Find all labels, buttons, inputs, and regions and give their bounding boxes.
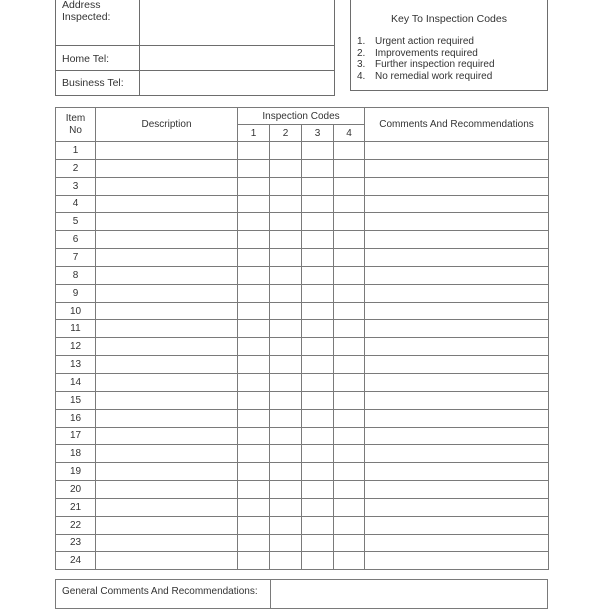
comments-cell[interactable] [365,142,549,160]
code-1-cell[interactable] [238,177,270,195]
code-4-cell[interactable] [334,159,365,177]
code-2-cell[interactable] [270,409,302,427]
code-1-cell[interactable] [238,481,270,499]
code-1-cell[interactable] [238,213,270,231]
code-1-cell[interactable] [238,159,270,177]
comments-cell[interactable] [365,284,549,302]
comments-cell[interactable] [365,356,549,374]
code-3-cell[interactable] [302,249,334,267]
table-row [56,534,549,552]
code-4-cell[interactable] [334,391,365,409]
code-1-cell[interactable] [238,338,270,356]
table-row [56,249,549,267]
description-cell[interactable] [96,356,238,374]
general-comments-label: General Comments And Recommendations: [62,586,258,597]
table-row [56,195,549,213]
item-no-header: Item No [56,108,96,142]
code-1-cell[interactable] [238,142,270,160]
description-cell[interactable] [96,481,238,499]
code-1-cell[interactable] [238,409,270,427]
item-number-cell: 12 [56,338,96,356]
table-row [56,320,549,338]
key-title: Key To Inspection Codes [391,13,507,25]
description-cell[interactable] [96,373,238,391]
item-number-cell: 2 [56,159,96,177]
description-cell[interactable] [96,142,238,160]
address-table [55,0,335,96]
code-3-cell[interactable] [302,142,334,160]
description-header: Description [96,108,238,142]
code-3-cell[interactable] [302,552,334,570]
comments-header: Comments And Recommendations [365,108,549,142]
code-2-cell[interactable] [270,302,302,320]
item-number-cell: 16 [56,409,96,427]
table-row [56,552,549,570]
table-row [56,231,549,249]
code-3-cell[interactable] [302,481,334,499]
address-label-line1: Address [62,0,101,11]
code-2-cell[interactable] [270,195,302,213]
code-3-cell[interactable] [302,320,334,338]
code-1-cell[interactable] [238,463,270,481]
item-number-cell: 7 [56,249,96,267]
code-1-cell[interactable] [238,391,270,409]
code-3-cell[interactable] [302,177,334,195]
table-row [56,391,549,409]
code-2-cell[interactable] [270,498,302,516]
comments-cell[interactable] [365,266,549,284]
code-1-cell[interactable] [238,445,270,463]
item-number-cell: 5 [56,213,96,231]
code-2-cell[interactable] [270,463,302,481]
item-number-cell: 23 [56,534,96,552]
home-tel-label: Home Tel: [62,53,110,65]
code-1-cell[interactable] [238,195,270,213]
code-2-cell[interactable] [270,391,302,409]
comments-cell[interactable] [365,534,549,552]
description-cell[interactable] [96,498,238,516]
item-number-cell: 1 [56,142,96,160]
code-4-cell[interactable] [334,552,365,570]
description-cell[interactable] [96,516,238,534]
comments-cell[interactable] [365,552,549,570]
code-2-cell[interactable] [270,534,302,552]
table-row [56,445,549,463]
address-row-divider [56,45,334,46]
code-2-cell[interactable] [270,159,302,177]
comments-cell[interactable] [365,213,549,231]
address-table-divider [139,0,140,95]
code-4-cell[interactable] [334,231,365,249]
inspection-table [55,107,549,570]
code-2-cell[interactable] [270,266,302,284]
code-2-cell[interactable] [270,373,302,391]
code-1-cell[interactable] [238,427,270,445]
table-row [56,266,549,284]
comments-cell[interactable] [365,302,549,320]
code-4-cell[interactable] [334,213,365,231]
item-number-cell: 14 [56,373,96,391]
description-cell[interactable] [96,463,238,481]
item-number-cell: 13 [56,356,96,374]
code-1-cell[interactable] [238,373,270,391]
code-2-cell[interactable] [270,231,302,249]
code-3-cell[interactable] [302,284,334,302]
comments-cell[interactable] [365,481,549,499]
description-cell[interactable] [96,534,238,552]
code-3-cell[interactable] [302,409,334,427]
code-3-cell[interactable] [302,498,334,516]
item-number-cell: 15 [56,391,96,409]
code-2-cell[interactable] [270,213,302,231]
code-3-cell[interactable] [302,427,334,445]
code-3-cell[interactable] [302,463,334,481]
item-number-cell: 18 [56,445,96,463]
code-1-cell[interactable] [238,284,270,302]
item-number-cell: 3 [56,177,96,195]
code-2-cell[interactable] [270,356,302,374]
code-2-cell[interactable] [270,481,302,499]
table-row [56,409,549,427]
code-4-cell[interactable] [334,284,365,302]
code-3-cell[interactable] [302,534,334,552]
table-row [56,373,549,391]
item-number-cell: 8 [56,266,96,284]
code-1-cell[interactable] [238,266,270,284]
general-comments-box [55,579,548,609]
key-item: 2. Improvements required [357,47,478,59]
table-row [56,159,549,177]
code-3-cell[interactable] [302,159,334,177]
item-number-cell: 24 [56,552,96,570]
code-2-cell[interactable] [270,445,302,463]
comments-cell[interactable] [365,231,549,249]
key-item: 4. No remedial work required [357,70,493,82]
code-4-cell[interactable] [334,481,365,499]
description-cell[interactable] [96,445,238,463]
item-number-cell: 11 [56,320,96,338]
code-3-cell[interactable] [302,302,334,320]
description-cell[interactable] [96,159,238,177]
item-number-cell: 20 [56,481,96,499]
code-col-header: 2 [270,125,302,142]
item-number-cell: 22 [56,516,96,534]
table-row [56,516,549,534]
code-1-cell[interactable] [238,302,270,320]
description-cell[interactable] [96,284,238,302]
description-cell[interactable] [96,213,238,231]
table-row [56,338,549,356]
description-cell[interactable] [96,320,238,338]
comments-cell[interactable] [365,373,549,391]
table-row [56,213,549,231]
business-tel-label: Business Tel: [62,77,124,89]
code-4-cell[interactable] [334,534,365,552]
code-3-cell[interactable] [302,231,334,249]
code-col-header: 4 [334,125,365,142]
code-3-cell[interactable] [302,266,334,284]
general-comments-divider [270,580,271,608]
code-4-cell[interactable] [334,266,365,284]
code-4-cell[interactable] [334,302,365,320]
comments-cell[interactable] [365,516,549,534]
address-label-line2: Inspected: [62,11,111,23]
table-row [56,498,549,516]
comments-cell[interactable] [365,391,549,409]
code-4-cell[interactable] [334,338,365,356]
table-row [56,481,549,499]
code-1-cell[interactable] [238,552,270,570]
item-number-cell: 4 [56,195,96,213]
home-tel-row-divider [56,70,334,71]
code-3-cell[interactable] [302,516,334,534]
code-col-header: 1 [238,125,270,142]
comments-cell[interactable] [365,409,549,427]
description-cell[interactable] [96,249,238,267]
code-3-cell[interactable] [302,445,334,463]
key-list [357,36,495,82]
table-row [56,142,549,160]
comments-cell[interactable] [365,249,549,267]
comments-cell[interactable] [365,427,549,445]
code-1-cell[interactable] [238,231,270,249]
code-4-cell[interactable] [334,427,365,445]
code-4-cell[interactable] [334,409,365,427]
table-row [56,302,549,320]
item-number-cell: 19 [56,463,96,481]
comments-cell[interactable] [365,320,549,338]
code-3-cell[interactable] [302,391,334,409]
description-cell[interactable] [96,338,238,356]
key-item: 1. Urgent action required [357,36,474,47]
item-number-cell: 9 [56,284,96,302]
table-row [56,177,549,195]
code-4-cell[interactable] [334,195,365,213]
comments-cell[interactable] [365,498,549,516]
description-cell[interactable] [96,391,238,409]
code-4-cell[interactable] [334,356,365,374]
description-cell[interactable] [96,427,238,445]
comments-cell[interactable] [365,177,549,195]
code-2-cell[interactable] [270,320,302,338]
code-4-cell[interactable] [334,498,365,516]
address-label [62,0,110,23]
code-4-cell[interactable] [334,177,365,195]
code-2-cell[interactable] [270,249,302,267]
table-row [56,463,549,481]
inspection-table-body [56,142,549,570]
code-3-cell[interactable] [302,338,334,356]
code-1-cell[interactable] [238,320,270,338]
description-cell[interactable] [96,409,238,427]
code-2-cell[interactable] [270,284,302,302]
code-2-cell[interactable] [270,552,302,570]
item-number-cell: 10 [56,302,96,320]
description-cell[interactable] [96,302,238,320]
code-1-cell[interactable] [238,249,270,267]
code-3-cell[interactable] [302,213,334,231]
description-cell[interactable] [96,552,238,570]
code-1-cell[interactable] [238,534,270,552]
code-2-cell[interactable] [270,427,302,445]
table-row [56,427,549,445]
code-3-cell[interactable] [302,195,334,213]
code-2-cell[interactable] [270,177,302,195]
item-number-cell: 17 [56,427,96,445]
code-1-cell[interactable] [238,356,270,374]
code-4-cell[interactable] [334,463,365,481]
code-col-header: 3 [302,125,334,142]
inspection-codes-header: Inspection Codes [238,108,365,125]
item-number-cell: 6 [56,231,96,249]
description-cell[interactable] [96,177,238,195]
key-item: 3. Further inspection required [357,59,495,70]
code-4-cell[interactable] [334,249,365,267]
item-number-cell: 21 [56,498,96,516]
code-2-cell[interactable] [270,142,302,160]
description-cell[interactable] [96,231,238,249]
code-3-cell[interactable] [302,356,334,374]
code-4-cell[interactable] [334,516,365,534]
description-cell[interactable] [96,195,238,213]
comments-cell[interactable] [365,195,549,213]
description-cell[interactable] [96,266,238,284]
code-1-cell[interactable] [238,516,270,534]
comments-cell[interactable] [365,338,549,356]
code-2-cell[interactable] [270,516,302,534]
comments-cell[interactable] [365,159,549,177]
code-1-cell[interactable] [238,498,270,516]
key-box [350,0,548,91]
code-4-cell[interactable] [334,445,365,463]
comments-cell[interactable] [365,463,549,481]
table-row [56,284,549,302]
table-row [56,356,549,374]
code-2-cell[interactable] [270,338,302,356]
code-4-cell[interactable] [334,373,365,391]
code-4-cell[interactable] [334,142,365,160]
code-3-cell[interactable] [302,373,334,391]
code-4-cell[interactable] [334,320,365,338]
comments-cell[interactable] [365,445,549,463]
